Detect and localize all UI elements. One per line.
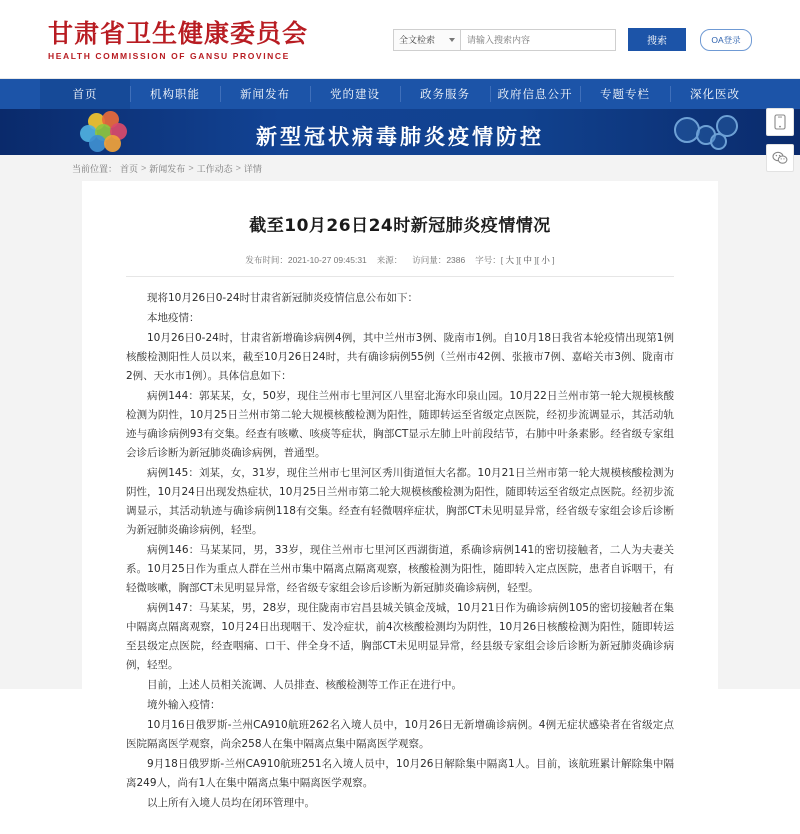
breadcrumb-item-home[interactable]: 首页 — [120, 163, 139, 174]
nav-item-party[interactable]: 党的建设 — [310, 79, 400, 109]
main-nav — [0, 79, 800, 109]
article-paragraph: 10月26日0-24时，甘肃省新增确诊病例4例，其中兰州市3例、陇南市1例。自10月18日我省本轮疫情出现第1例核酸检测阳性人员以来，截至10月26日24时，共有确诊病例55例（兰州市42例、张掖市7例、嘉峪关市3例、陇南市2例、天水市1例）。具体信息如下： — [126, 332, 674, 382]
publish-time-value: 2021-10-27 09:45:31 — [287, 255, 367, 265]
nav-item-news[interactable]: 新闻发布 — [220, 79, 310, 109]
article-paragraph: 10月16日俄罗斯-兰州CA910航班262名入境人员中，10月26日无新增确诊病例。4例无症状感染者在省级定点医院隔离医学观察，尚余258人在集中隔离点集中隔离医学观察。 — [126, 719, 674, 750]
site-logo-cn: 甘肃省卫生健康委员会 — [48, 19, 309, 48]
fontsize-large-button[interactable]: 大 — [505, 255, 514, 265]
page-title: 截至10月26日24时新冠肺炎疫情情况 — [249, 216, 551, 236]
nav-item-home[interactable]: 首页 — [40, 79, 130, 109]
meta-divider — [126, 276, 674, 277]
article-views — [412, 254, 465, 266]
views-label: 访问量： — [412, 255, 447, 265]
chevron-down-icon — [449, 38, 455, 42]
breadcrumb — [72, 162, 262, 175]
wechat-icon[interactable] — [766, 144, 794, 172]
article-paragraph: 病例145：刘某，女，31岁，现住兰州市七里河区秀川街道恒大名都。10月21日兰州市第一轮大规模核酸检测为阴性，10月24日出现发热症状，10月25日兰州市第二轮大规模核酸检测为阳性，随即转运至省级定点医院。经初步流调显示，其活动轨迹与确诊病例118有交集。经查有轻微咽痒症状，胸部CT未见明显异常，经省级专家组会诊后诊断为新冠肺炎确诊病例，轻型。 — [126, 467, 674, 536]
fontsize-medium-button[interactable]: 中 — [523, 255, 532, 265]
floating-toolbar — [766, 108, 792, 180]
article-paragraph: 以上所有入境人员均在闭环管理中。 — [147, 797, 315, 809]
article-paragraph: 病例147：马某某，男，28岁，现住陇南市宕昌县城关镇金茂城，10月21日作为确诊病例105的密切接触者在集中隔离点隔离观察，10月24日出现咽干、发冷症状，前4次核酸检测均为阴性，10月26日核酸检测为阳性，随即转运至县级定点医院，经查咽痛、口干、伴全身不适，胸部CT未见明显异常，经县级专家组会诊后诊断为新冠肺炎确诊病例，轻型。 — [126, 602, 674, 671]
oa-login-button[interactable]: OA登录 — [700, 29, 752, 51]
fontsize-label: 字号： — [475, 255, 501, 265]
breadcrumb-separator: > — [141, 163, 147, 173]
font-size-switcher: 字号：[ 大 ][ 中 ][ 小 ] — [475, 255, 555, 265]
article-meta — [126, 254, 674, 266]
banner-title: 新型冠状病毒肺炎疫情防控 — [256, 125, 544, 149]
search-button[interactable]: 搜索 — [628, 28, 686, 51]
breadcrumb-item-detail: 详情 — [243, 163, 262, 174]
site-logo[interactable] — [48, 20, 308, 61]
article-source — [377, 254, 403, 266]
article-card — [82, 181, 718, 834]
breadcrumb-separator: > — [235, 163, 241, 173]
nav-item-services[interactable]: 政务服务 — [400, 79, 490, 109]
article-paragraph: 病例144：郭某某，女，50岁，现住兰州市七里河区八里窑北海水印泉山园。10月22日兰州市第一轮大规模核酸检测为阴性，10月25日兰州市第二轮大规模核酸检测为阳性，随即转运至省级定点医院，经初步流调显示，其活动轨迹与确诊病例93有交集。经查有咳嗽、咳痰等症状，胸部CT显示左肺上叶前段结节，右肺中叶条素影。经省级专家组会诊后诊断为新冠肺炎确诊病例，普通型。 — [126, 390, 674, 459]
article-paragraph: 目前，上述人员相关流调、人员排查、核酸检测等工作正在进行中。 — [147, 679, 462, 691]
mobile-icon[interactable] — [766, 108, 794, 136]
search-input[interactable] — [461, 29, 616, 51]
site-logo-en: HEALTH COMMISSION OF GANSU PROVINCE — [48, 51, 290, 61]
publish-time — [245, 254, 366, 266]
article-paragraph: 病例146：马某某同，男，33岁，现住兰州市七里河区西湖街道，系确诊病例141的密切接触者，二人为夫妻关系。10月25日作为重点人群在兰州市集中隔离点隔离观察，核酸检测为阳性，随即转入定点医院，患者自诉咽干，有轻微咳嗽，胸部CT未见明显异常，经省级专家组会诊后诊断为新冠肺炎确诊病例，轻型。 — [126, 544, 674, 594]
breadcrumb-item-news[interactable]: 新闻发布 — [149, 163, 186, 174]
covid-banner[interactable] — [0, 109, 800, 155]
nav-item-disclosure[interactable]: 政府信息公开 — [490, 79, 580, 109]
article-paragraph: 境外输入疫情： — [147, 699, 221, 711]
nav-item-functions[interactable]: 机构职能 — [130, 79, 220, 109]
article-body — [126, 289, 674, 813]
source-label: 来源： — [376, 255, 403, 265]
site-header — [0, 0, 800, 79]
article-paragraph: 本地疫情： — [147, 312, 200, 324]
search-scope-select[interactable] — [393, 29, 461, 51]
search-area — [393, 28, 752, 51]
fontsize-small-button[interactable]: 小 — [541, 255, 550, 265]
breadcrumb-separator: > — [188, 163, 194, 173]
views-value: 2386 — [446, 255, 466, 265]
breadcrumb-item-workdynamics[interactable]: 工作动态 — [196, 163, 233, 174]
breadcrumb-bar — [0, 155, 800, 181]
search-scope-label: 全文检索 — [399, 35, 436, 45]
article-paragraph: 现将10月26日0-24时甘肃省新冠肺炎疫情信息公布如下： — [147, 292, 419, 304]
nav-item-topics[interactable]: 专题专栏 — [580, 79, 670, 109]
publish-time-label: 发布时间： — [245, 255, 288, 265]
article-paragraph: 9月18日俄罗斯-兰州CA910航班251名入境人员中，10月26日解除集中隔离1人。目前，该航班累计解除集中隔离249人，尚有1人在集中隔离点集中隔离医学观察。 — [126, 758, 674, 789]
virus-decoration-icon — [670, 113, 740, 151]
nav-item-reform[interactable]: 深化医改 — [670, 79, 760, 109]
breadcrumb-prefix: 当前位置： — [72, 163, 118, 174]
